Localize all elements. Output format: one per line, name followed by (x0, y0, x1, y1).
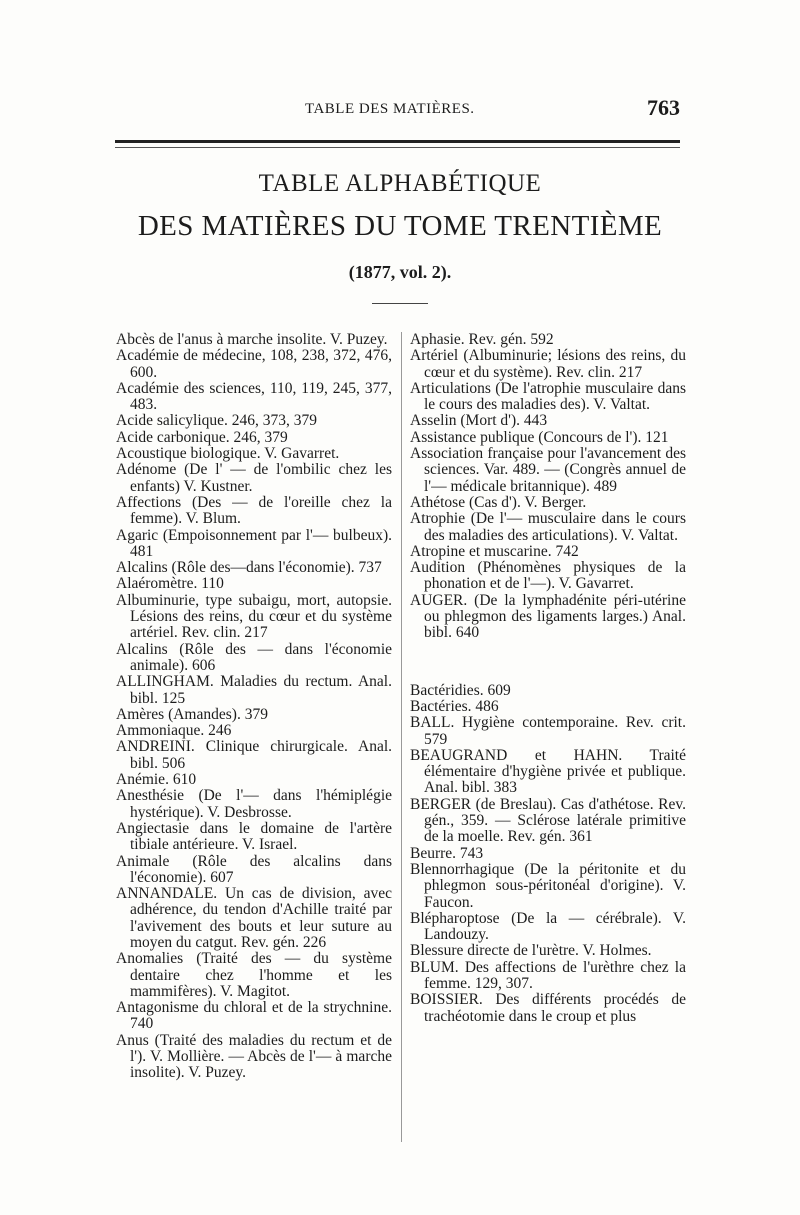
index-entry: Anémie. 610 (116, 771, 197, 789)
index-entry: Ammoniaque. 246 (116, 722, 232, 740)
index-entry: Académie de médecine, 108, 238, 372, 476, 600. (116, 347, 392, 381)
index-entry: BEAUGRAND et HAHN. Traité élémentaire d'hygiène privée et publique. Anal. bibl. 383 (410, 746, 686, 797)
index-entry: Artériel (Albuminurie; lésions des reins, du cœur et du système). Rev. clin. 217 (410, 347, 686, 381)
index-entry: Atropine et muscarine. 742 (410, 542, 579, 560)
index-entry: Agaric (Empoisonnement par l'— bulbeux). 481 (116, 526, 392, 560)
index-entry: BOISSIER. Des différents procédés de trachéotomie dans le croup et plus (410, 991, 686, 1025)
index-entry: BERGER (de Breslau). Cas d'athétose. Rev. gén., 359. — Sclérose latérale primitive de la moelle. Rev. gén. 361 (410, 795, 686, 846)
index-entry: ANNANDALE. Un cas de division, avec adhérence, du tendon d'Achille traité par l'avivement des bouts et leur suture au moyen du catgut. Rev. gén. 226 (116, 885, 392, 951)
index-entry: BALL. Hygiène contemporaine. Rev. crit. 579 (410, 714, 686, 748)
index-entry: Anesthésie (De l'— dans l'hémiplégie hystérique). V. Desbrosse. (116, 787, 392, 821)
index-entry: Association française pour l'avancement des sciences. Var. 489. — (Congrès annuel de l'— médicale britannique). 489 (410, 445, 686, 495)
index-entry: BLUM. Des affections de l'urèthre chez la femme. 129, 307. (410, 958, 686, 992)
running-title: TABLE DES MATIÈRES. (305, 101, 475, 117)
index-entry: AUGER. (De la lymphadénite péri-utérine ou phlegmon des ligaments larges.) Anal. bibl. 640 (410, 591, 686, 642)
volume-subtitle: (1877, vol. 2). (348, 262, 452, 282)
index-entry: Acide salicylique. 246, 373, 379 (116, 412, 318, 430)
index-entry: Alcalins (Rôle des—dans l'économie). 737 (116, 559, 382, 577)
index-entry: Acide carbonique. 246, 379 (116, 428, 288, 446)
index-entry: ALLINGHAM. Maladies du rectum. Anal. bibl. 125 (116, 673, 392, 707)
index-entry: ANDREINI. Clinique chirurgicale. Anal. bibl. 506 (116, 738, 392, 772)
header-rule-thick (115, 140, 680, 143)
index-entry: Alcalins (Rôle des — dans l'économie animale). 606 (116, 640, 392, 674)
index-entry: Bactéries. 486 (410, 697, 499, 715)
index-entry: Amères (Amandes). 379 (116, 705, 268, 723)
index-entry: Bactéridies. 609 (410, 681, 511, 699)
index-column-right (410, 332, 686, 1025)
index-entry: Antagonisme du chloral et de la strychnine. 740 (116, 999, 392, 1033)
index-entry: Blépharoptose (De la — cérébrale). V. Landouzy. (410, 909, 686, 944)
index-entry: Animale (Rôle des alcalins dans l'économie). 607 (116, 852, 392, 886)
index-entry: Alaéromètre. 110 (116, 575, 224, 593)
index-entry: Affections (Des — de l'oreille chez la femme). V. Blum. (116, 493, 392, 528)
index-entry: Angiectasie dans le domaine de l'artère tibiale antérieure. V. Israel. (116, 819, 392, 854)
index-entry: Académie des sciences, 110, 119, 245, 377, 483. (116, 379, 392, 414)
index-entry: Adénome (De l' — de l'ombilic chez les enfants) V. Kustner. (116, 461, 392, 495)
index-entry: Asselin (Mort d'). 443 (410, 412, 548, 430)
column-divider (401, 332, 402, 1142)
index-entry: Blessure directe de l'urètre. V. Holmes. (410, 942, 652, 960)
index-entry: Abcès de l'anus à marche insolite. V. Puzey. (116, 331, 388, 348)
index-entry: Acoustique biologique. V. Gavarret. (116, 445, 340, 463)
index-entry: Assistance publique (Concours de l'). 121 (410, 428, 669, 446)
index-entry: Anus (Traité des maladies du rectum et de l'). V. Mollière. — Abcès de l'— à marche insolite). V. Puzey. (116, 1031, 392, 1082)
index-entry: Albuminurie, type subaigu, mort, autopsie. Lésions des reins, du cœur et du système artériel. Rev. clin. 217 (116, 591, 392, 642)
index-entry: Articulations (De l'atrophie musculaire dans le cours des maladies des). V. Valtat. (410, 379, 686, 414)
index-column-left (116, 332, 392, 1082)
title-line-1: TABLE ALPHABÉTIQUE (258, 170, 542, 197)
header-rule-thin (115, 147, 680, 148)
index-entry: Atrophie (De l'— musculaire dans le cours des maladies des articulations). V. Valtat. (410, 510, 686, 544)
index-entry: Audition (Phénomènes physiques de la phonation et de l'—). V. Gavarret. (410, 559, 686, 593)
index-entry: Anomalies (Traité des — du système dentaire chez l'homme et les mammifères). V. Magitot. (116, 950, 392, 1000)
index-entry: Blennorrhagique (De la péritonite et du phlegmon sous-péritonéal d'origine). V. Faucon. (410, 860, 686, 911)
index-entry: Beurre. 743 (410, 844, 484, 862)
index-entry: Athétose (Cas d'). V. Berger. (410, 493, 587, 511)
index-entry: Aphasie. Rev. gén. 592 (410, 331, 554, 348)
title-separator (372, 303, 428, 304)
title-line-2: DES MATIÈRES DU TOME TRENTIÈME (137, 210, 663, 242)
section-gap (410, 657, 686, 667)
page-number: 763 (647, 95, 680, 120)
running-head (115, 95, 680, 123)
